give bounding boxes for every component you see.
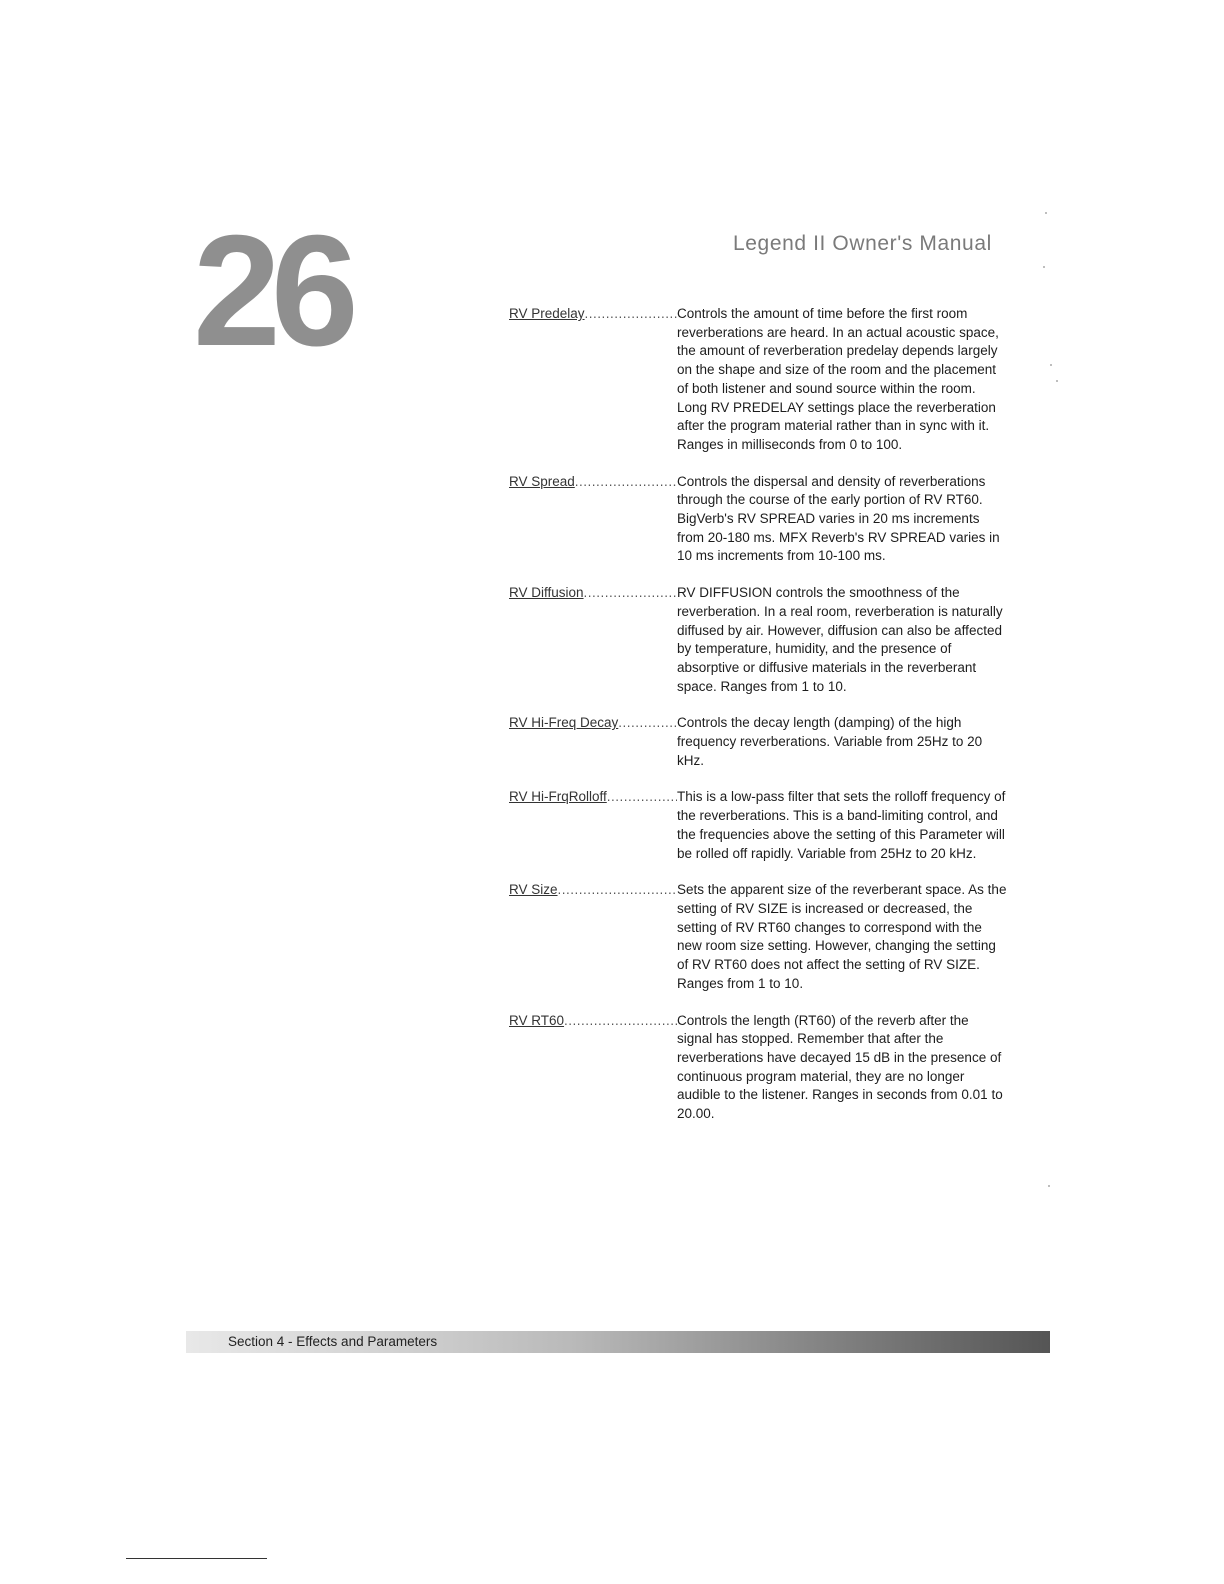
- scan-speck: [1043, 266, 1045, 268]
- dot-leader: [564, 1012, 677, 1031]
- dot-leader: [607, 788, 677, 807]
- dot-leader: [558, 881, 677, 900]
- parameter-description: Controls the decay length (damping) of the high frequency reverberations. Variable from 25Hz to 20 kHz.: [677, 715, 983, 768]
- section-label: Section 4 - Effects and Parameters: [228, 1334, 438, 1349]
- parameter-name: RV Hi-FrqRolloff: [509, 789, 607, 805]
- parameter-description: This is a low-pass filter that sets the rolloff frequency of the reverberations. This is a band-limiting control, and the frequencies above the setting of this Parameter will be rolled off rapidly. Variable from 25Hz to 20 kHz.: [677, 789, 1006, 861]
- dot-leader: [618, 714, 677, 733]
- parameter-entry: [509, 305, 1009, 455]
- parameter-name: RV RT60: [509, 1012, 565, 1028]
- parameter-list: [509, 305, 1009, 1142]
- parameter-entry: [509, 584, 1009, 696]
- parameter-description: Controls the length (RT60) of the reverb after the signal has stopped. Remember that after the reverberations have decayed 15 dB in the presence of continuous program material, they are no longer audible to the listener. Ranges in seconds from 0.01 to 20.00.: [677, 1012, 1003, 1122]
- dot-leader: [585, 305, 677, 324]
- scan-speck: [1048, 1185, 1050, 1187]
- scan-speck: [1056, 380, 1058, 382]
- parameter-description: Controls the amount of time before the first room reverberations are heard. In an actual acoustic space, the amount of reverberation predelay depends largely on the shape and size of the room and the placement of both listener and sound source within the room. Long RV PREDELAY settings place the reverberation after the program material rather than in sync with it. Ranges in milliseconds from 0 to 100.: [677, 306, 999, 452]
- parameter-description: RV DIFFUSION controls the smoothness of the reverberation. In a real room, reverberation is naturally diffused by air. However, diffusion can also be affected by temperature, humidity, and the presence of absorptive or diffusive materials in the reverberant space. Ranges from 1 to 10.: [677, 585, 1003, 694]
- parameter-entry: [509, 881, 1009, 993]
- parameter-name: RV Hi-Freq Decay: [509, 715, 619, 731]
- dot-leader: [575, 473, 677, 492]
- parameter-name: RV Predelay: [509, 306, 585, 321]
- parameter-description: Controls the dispersal and density of reverberations through the course of the early portion of RV RT60. BigVerb's RV SPREAD varies in 20 ms increments from 20-180 ms. MFX Reverb's RV SPREAD varies in 10 ms increments from 10-100 ms.: [677, 473, 1000, 564]
- parameter-entry: [509, 473, 1009, 567]
- parameter-name: RV Spread: [509, 473, 575, 489]
- page-number: 26: [193, 203, 349, 379]
- scan-speck: [1050, 364, 1052, 366]
- parameter-entry: [509, 1012, 1009, 1124]
- parameter-description: Sets the apparent size of the reverberant space. As the setting of RV SIZE is increased or decreased, the setting of RV RT60 changes to correspond with the new room size setting. However, changing the setting of RV RT60 does not affect the setting of RV SIZE. Ranges from 1 to 10.: [677, 882, 1007, 991]
- parameter-name: RV Diffusion: [509, 585, 584, 601]
- scan-speck: [1045, 212, 1047, 214]
- parameter-entry: [509, 788, 1009, 863]
- footnote-rule: [126, 1558, 267, 1559]
- manual-title: Legend II Owner's Manual: [733, 232, 992, 255]
- parameter-entry: [509, 714, 1009, 770]
- dot-leader: [584, 584, 677, 603]
- parameter-name: RV Size: [509, 882, 558, 898]
- section-footer-bar: [186, 1331, 1050, 1353]
